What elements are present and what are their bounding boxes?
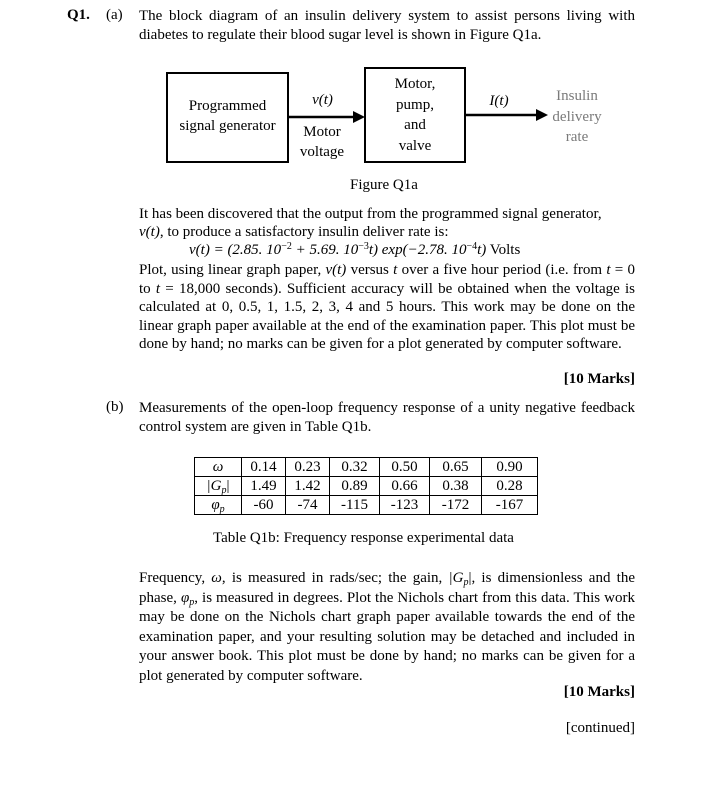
text-line2 <box>139 223 635 242</box>
part-b-marks: [10 Marks] <box>563 684 635 700</box>
part-a-intro: The block diagram of an insulin delivery system to assist persons living with diabetes to regulate their blood sugar level is shown in Figure Q1a. <box>139 8 635 43</box>
output-line2: delivery <box>552 108 602 125</box>
block2-line2: pump, <box>396 96 434 113</box>
pi-t1: t <box>393 262 398 278</box>
motor-voltage-line1: Motor <box>303 124 341 140</box>
motor-pump-valve-block <box>364 67 466 163</box>
table-cell: -115 <box>330 496 380 515</box>
pi-v: v(t) <box>325 262 347 278</box>
output-line1: Insulin <box>556 88 598 104</box>
eq-part1: v(t) = (2.85. 10 <box>189 242 282 258</box>
pi-s1: Plot, using linear graph paper, <box>139 262 326 278</box>
table-caption: Table Q1b: Frequency response experimental data <box>213 530 514 546</box>
block2-line3: and <box>404 117 426 133</box>
table-row-phase <box>195 496 538 515</box>
table-cell: 0.38 <box>430 477 482 496</box>
table-cell: 0.50 <box>380 458 430 477</box>
pb-phi: φ <box>180 589 190 606</box>
row-label-gain: $|G_p|$ <box>195 477 242 496</box>
output-line3: rate <box>565 129 589 145</box>
gain-g: |G <box>206 477 222 494</box>
eq-exp1: −2 <box>281 241 292 252</box>
pb-s3: , is dimensionless and the phase, <box>139 570 635 606</box>
frequency-table <box>194 457 538 515</box>
equation <box>189 242 520 259</box>
table-cell: 0.89 <box>330 477 380 496</box>
continued-label: [continued] <box>565 720 635 736</box>
eq-part4: t) <box>477 242 487 258</box>
row-label-omega: ω <box>195 458 242 477</box>
pb-s4: , is measured in degrees. Plot the Nichols chart from this data. This work may be done on the Nichols chart graph paper available towards the end of the examination paper, and your resulting solution may be detached and included in your answer book. This plot must be done by hand; no marks can be given for a plot generated by computer software. <box>139 589 635 684</box>
eq-unit: Volts <box>486 242 521 258</box>
pi-t3: t <box>155 280 161 297</box>
phase-sub: p <box>219 503 225 515</box>
table-cell: 0.23 <box>286 458 330 477</box>
table-cell: 1.49 <box>242 477 286 496</box>
pb-phi-sub: p <box>189 596 195 608</box>
table-cell: 0.32 <box>330 458 380 477</box>
pi-s2: versus <box>346 262 394 278</box>
motor-voltage-label <box>290 122 354 162</box>
pb-gain-sub: p <box>463 577 469 588</box>
table-cell: 0.90 <box>482 458 538 477</box>
gain-sub: p <box>221 484 227 496</box>
table-cell: 0.65 <box>430 458 482 477</box>
plot-instructions <box>139 261 635 354</box>
table-cell: 0.14 <box>242 458 286 477</box>
figure-caption: Figure Q1a <box>350 177 418 193</box>
table-cell: 1.42 <box>286 477 330 496</box>
part-b-intro: Measurements of the open-loop frequency response of a unity negative feedback control system are given in Table Q1b. <box>139 400 635 435</box>
pi-s3: over a five hour period (i.e. from <box>397 262 603 278</box>
eq-part2: + 5.69. 10 <box>291 242 359 258</box>
eq-exp2: −3 <box>358 241 369 252</box>
table-cell: -123 <box>380 496 430 515</box>
signal-i-symbol: I(t) <box>489 93 509 109</box>
var-v: v(t) <box>139 224 160 240</box>
output-label <box>545 86 609 148</box>
motor-voltage-line2: voltage <box>299 144 345 160</box>
part-a-marks: [10 Marks] <box>563 371 635 387</box>
signal-v-symbol: v(t) <box>312 92 333 108</box>
pi-t2: t <box>606 262 611 278</box>
pb-s2: , is measured in rads/sec; the gain, <box>221 570 449 586</box>
eq-exp3: −4 <box>466 241 478 252</box>
table-cell: 0.28 <box>482 477 538 496</box>
block2-line4: valve <box>398 137 432 154</box>
row-label-phase <box>195 496 242 515</box>
block1-line2: signal generator <box>179 118 276 134</box>
question-number: Q1. <box>67 7 90 23</box>
table-row-omega <box>195 458 538 477</box>
pb-s1: Frequency, <box>139 570 212 586</box>
block2-line1: Motor, <box>394 76 436 92</box>
pi-s5: = 18,000 seconds). Sufficient accuracy will be obtained when the voltage is calculated at 0, 0.5, 1, 1.5, 2, 3, 4 and 5 hours. This work may be done on the linear graph paper available at the end of the examination paper. This plot must be done by hand; no marks can be given for a plot generated by computer software. <box>139 280 635 353</box>
table-cell: -74 <box>286 496 330 515</box>
pi-s4: = 0 to <box>139 262 635 297</box>
part-a-label: (a) <box>106 7 123 23</box>
table-cell: 0.66 <box>380 477 430 496</box>
table-cell: -172 <box>430 496 482 515</box>
text-line2-rest: , to produce a satisfactory insulin deliver rate is: <box>159 224 449 240</box>
table-row-gain <box>195 477 538 496</box>
pb-omega: ω <box>211 570 222 586</box>
part-b-label: (b) <box>106 399 124 415</box>
table-cell: -60 <box>242 496 286 515</box>
eq-part3: t) exp(−2.78. 10 <box>368 242 467 258</box>
pb-gain: |G <box>448 570 464 586</box>
text-line1: It has been discovered that the output from the programmed signal generator, <box>139 206 602 222</box>
signal-generator-block <box>166 72 289 163</box>
phase-phi: φ <box>211 496 220 513</box>
part-b-body: Frequency, ω, is measured in rads/sec; the gain, $|G_p|$, is dimensionless and the phase, $\varphi_p$, is measured in degrees. Plot the Nichols chart from this data. This work may be done on the Nichols chart graph paper available towards the end of the examination paper, and your resulting solution may be detached and included in your answer book. This plot must be done by hand; no marks can be given for a plot generated by computer software. <box>139 570 635 684</box>
table-cell: -167 <box>482 496 538 515</box>
block1-line1: Programmed <box>188 98 267 114</box>
arrow-2 <box>464 108 550 122</box>
